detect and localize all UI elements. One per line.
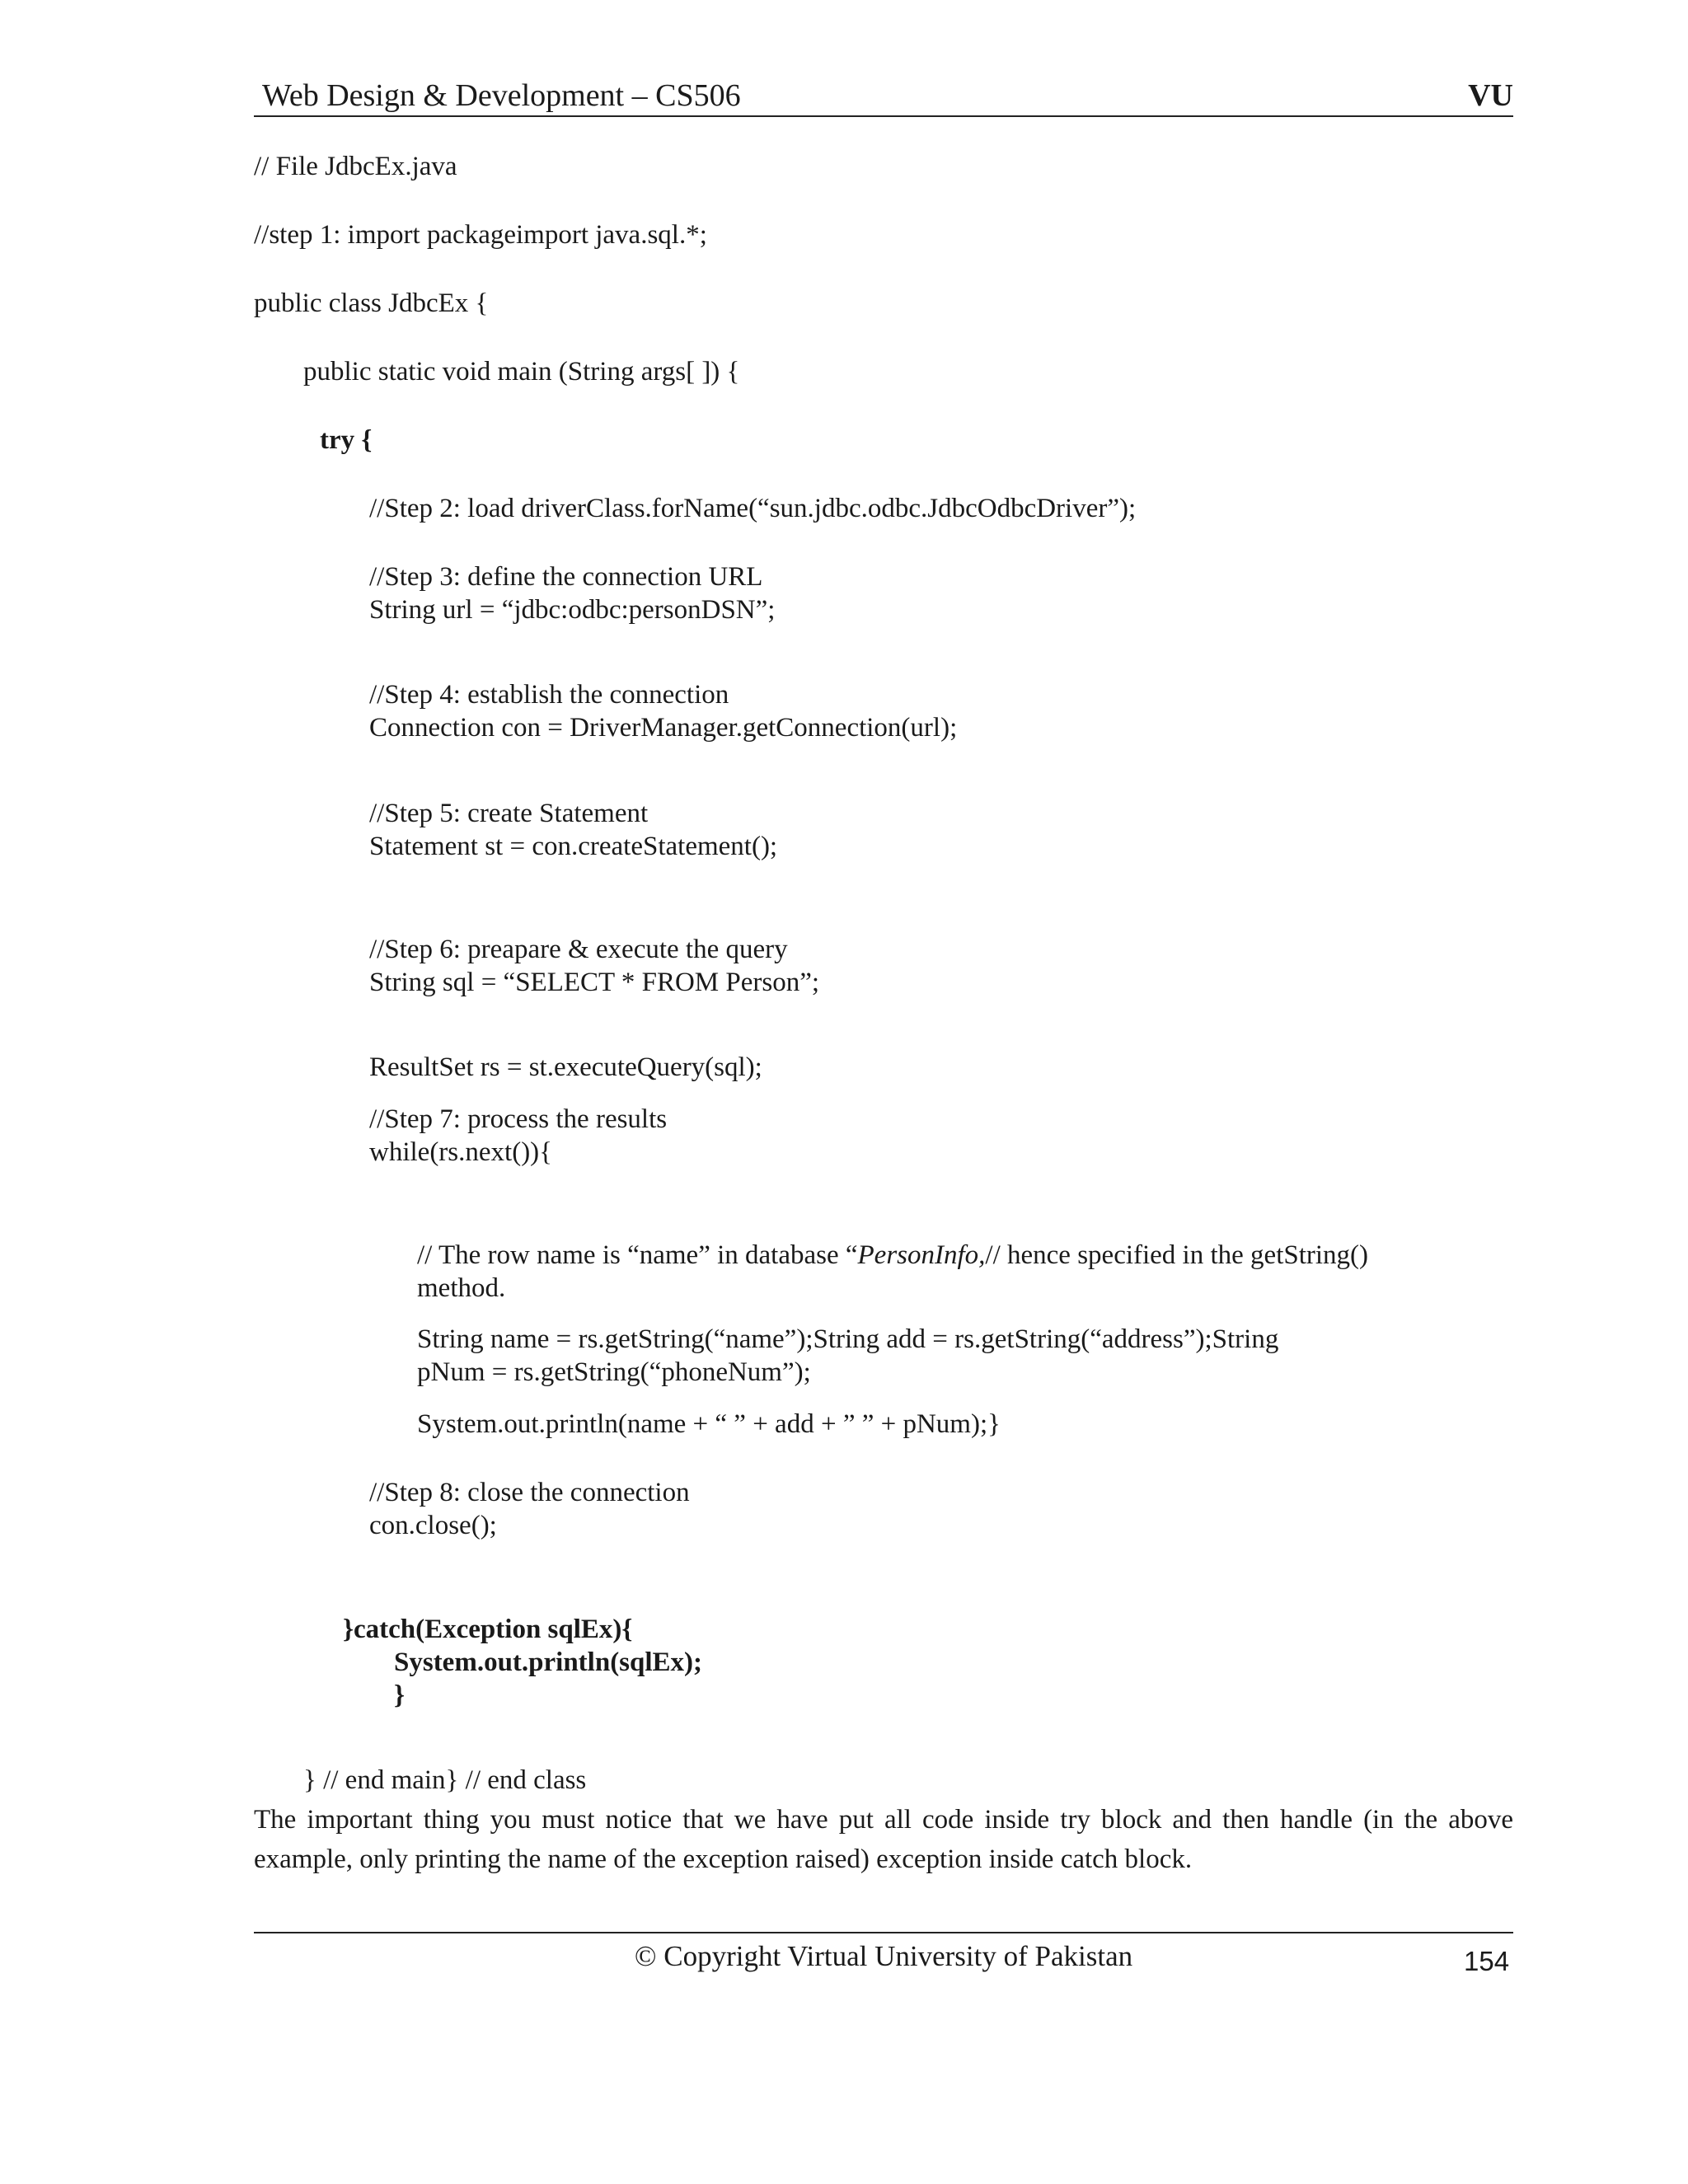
footer-rule [254,1932,1513,1933]
row-comment-database-name: PersonInfo, [857,1240,986,1270]
header-institution: VU [1468,78,1513,113]
main-declaration: public static void main (String args[ ]) { [303,357,740,387]
step7-code: while(rs.next()){ [369,1137,553,1167]
footer-copyright: © Copyright Virtual University of Pakistan [634,1940,1133,1972]
step8-comment: //Step 8: close the connection [369,1478,690,1507]
step5-code: Statement st = con.createStatement(); [369,832,778,861]
page-number: 154 [1464,1946,1510,1976]
step6-comment: //Step 6: preapare & execute the query [369,935,788,964]
resultset-line: ResultSet rs = st.executeQuery(sql); [369,1052,762,1082]
catch-open: }catch(Exception sqlEx){ [343,1615,633,1644]
step3-comment: //Step 3: define the connection URL [369,562,763,592]
step8-code: con.close(); [369,1511,497,1540]
file-comment: // File JdbcEx.java [254,152,457,181]
try-open: try { [320,425,373,455]
step2-line: //Step 2: load driverClass.forName(“sun.jdbc.odbc.JdbcOdbcDriver”); [369,494,1137,523]
row-comment-start: // The row name is “name” in database “ [417,1240,858,1270]
step5-comment: //Step 5: create Statement [369,799,649,828]
row-comment-end: // hence specified in the getString() [985,1240,1369,1270]
end-comment: } // end main} // end class [303,1765,587,1795]
class-declaration: public class JdbcEx { [254,288,489,318]
step1-line: //step 1: import packageimport java.sql.*; [254,220,707,250]
step4-comment: //Step 4: establish the connection [369,680,729,710]
page-header [254,76,1513,117]
step4-code: Connection con = DriverManager.getConnection(url); [369,713,958,743]
header-title: Web Design & Development – CS506 [262,78,741,113]
catch-close: } [394,1680,406,1710]
step3-code: String url = “jdbc:odbc:personDSN”; [369,595,776,625]
getstring-line-2: pNum = rs.getString(“phoneNum”); [417,1357,811,1387]
step6-code: String sql = “SELECT * FROM Person”; [369,968,820,997]
step7-comment: //Step 7: process the results [369,1104,668,1134]
row-comment-continued: method. [417,1273,506,1303]
println-line: System.out.println(name + “ ” + add + ” ” + pNum);} [417,1409,1001,1439]
explanation-paragraph: The important thing you must notice that we have put all code inside try block and then handle (in the above example, only printing the name of the exception raised) exception inside catch block. [254,1805,1513,1874]
catch-body: System.out.println(sqlEx); [394,1647,703,1677]
row-comment [417,1239,1368,1272]
getstring-line-1: String name = rs.getString(“name”);String add = rs.getString(“address”);String [417,1324,1279,1354]
